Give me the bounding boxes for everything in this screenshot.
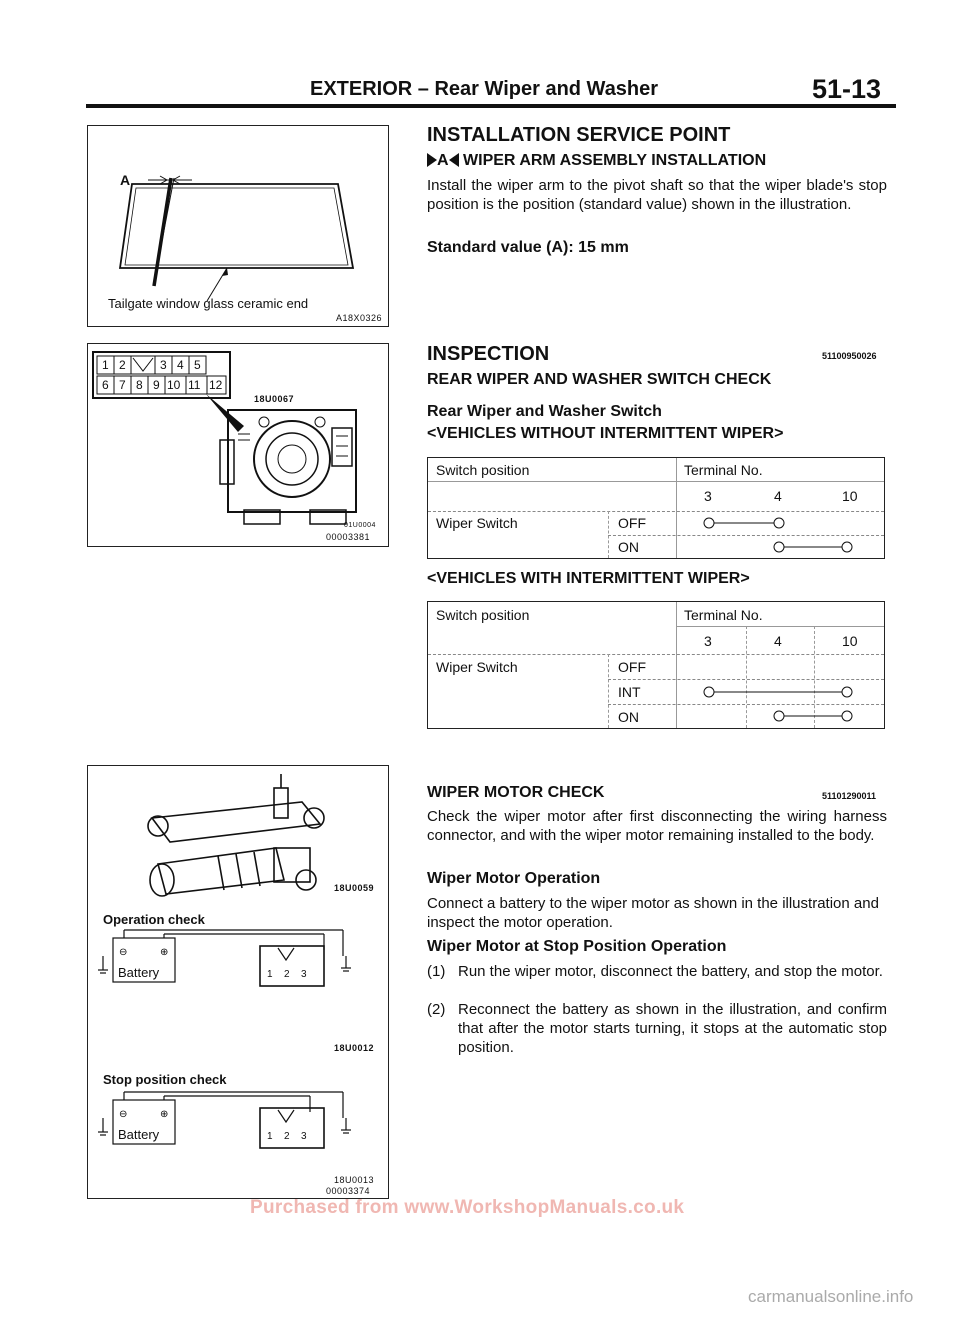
connector-and-switch-illustration	[88, 344, 388, 544]
motor-pin-3: 3	[301, 969, 307, 980]
terminal-10: 10	[842, 633, 858, 649]
pin-label: 10	[167, 378, 181, 392]
svg-text:⊖: ⊖	[119, 947, 128, 958]
figure-code: 18U0059	[334, 883, 375, 893]
stop-position-check-title: Stop position check	[103, 1072, 227, 1087]
switch-check-title: REAR WIPER AND WASHER SWITCH CHECK	[427, 371, 772, 388]
terminal-3: 3	[704, 488, 712, 504]
motor-check-body: Check the wiper motor after first disconnecting the wiring harness connector, and with the wiper motor remaining installed to the body.	[427, 808, 887, 844]
pin-label: 9	[153, 378, 160, 392]
tailgate-caption: Tailgate window glass ceramic end	[108, 296, 309, 311]
page-header-title: EXTERIOR – Rear Wiper and Washer	[310, 78, 659, 100]
pin-label: 1	[102, 358, 109, 372]
col-terminal-no: Terminal No.	[684, 607, 763, 623]
installation-subtitle	[427, 152, 766, 170]
motor-check-title: WIPER MOTOR CHECK	[427, 784, 605, 801]
row-on: ON	[618, 709, 639, 725]
step-text: Run the wiper motor, disconnect the battery, and stop the motor.	[458, 963, 883, 980]
inspection-code: 51100950026	[822, 351, 877, 361]
figure-code: 18U0012	[334, 1043, 375, 1053]
switch-table-without-intermittent	[427, 457, 885, 559]
stop-position-title: Wiper Motor at Stop Position Operation	[427, 938, 727, 955]
continuity-marks	[428, 458, 884, 558]
pin-label: 8	[136, 378, 143, 392]
pin-label: 4	[177, 358, 184, 372]
terminal-4: 4	[774, 633, 782, 649]
terminal-10: 10	[842, 488, 858, 504]
installation-body: Install the wiper arm to the pivot shaft so that the wiper blade's stop position is the position (standard value) shown in the illustration.	[427, 177, 887, 213]
subtitle-marker: A	[437, 152, 449, 169]
battery-label: Battery	[118, 1127, 160, 1142]
figure-wiper-switch	[87, 343, 389, 547]
pin-label: 7	[119, 378, 126, 392]
step-1	[427, 962, 887, 981]
row-off: OFF	[618, 659, 646, 675]
standard-value: Standard value (A): 15 mm	[427, 239, 629, 256]
figure-code: 18U0013	[334, 1175, 375, 1185]
right-triangle-icon	[427, 153, 437, 167]
pin-label: 2	[119, 358, 126, 372]
figure-code: A18X0326	[336, 313, 383, 323]
row-on: ON	[618, 539, 639, 555]
table2-heading: <VEHICLES WITH INTERMITTENT WIPER>	[427, 570, 750, 587]
tailgate-window-illustration	[88, 126, 388, 301]
installation-title: INSTALLATION SERVICE POINT	[427, 124, 731, 146]
step-text: Reconnect the battery as shown in the illustration, and confirm that after the motor starts turning, it stops at the automatic stop position.	[458, 1001, 887, 1056]
inspection-title: INSPECTION	[427, 343, 550, 365]
pin-label: 11	[188, 378, 201, 392]
page-number: 51-13	[812, 74, 882, 104]
motor-pin-1: 1	[267, 969, 273, 980]
operation-check-title: Operation check	[103, 912, 205, 927]
motor-operation-body: Connect a battery to the wiper motor as shown in the illustration and inspect the motor operation.	[427, 895, 879, 931]
pin-label: 5	[194, 358, 201, 372]
col-terminal-no: Terminal No.	[684, 462, 763, 478]
figure-code: 00003381	[326, 532, 371, 542]
table1-heading: <VEHICLES WITHOUT INTERMITTENT WIPER>	[427, 425, 784, 442]
step-number: (1)	[427, 963, 446, 980]
switch-subtitle: Rear Wiper and Washer Switch	[427, 403, 662, 420]
col-switch-position: Switch position	[436, 607, 530, 623]
battery-label: Battery	[118, 965, 160, 980]
step-number: (2)	[427, 1001, 446, 1018]
svg-text:⊕: ⊕	[160, 947, 169, 958]
motor-pin-1: 1	[267, 1131, 273, 1142]
motor-pin-3: 3	[301, 1131, 307, 1142]
motor-check-code: 51101290011	[822, 791, 877, 801]
figure-code: 00003374	[326, 1186, 371, 1196]
row-label-wiper-switch: Wiper Switch	[436, 515, 518, 531]
subtitle-text: WIPER ARM ASSEMBLY INSTALLATION	[463, 152, 767, 169]
figure-tailgate-window	[87, 125, 389, 327]
dimension-a-label: A	[120, 172, 131, 188]
continuity-marks	[428, 602, 884, 728]
step-2	[427, 1000, 887, 1057]
pin-label: 3	[160, 358, 167, 372]
terminal-3: 3	[704, 633, 712, 649]
figure-wiper-motor	[87, 765, 389, 1199]
purchase-watermark: Purchased from www.WorkshopManuals.co.uk	[250, 1197, 685, 1218]
pin-label: 12	[209, 378, 223, 392]
site-watermark: carmanualsonline.info	[748, 1287, 914, 1306]
figure-code: 01U0004	[344, 522, 376, 529]
motor-operation-title: Wiper Motor Operation	[427, 870, 601, 887]
figure-code: 18U0067	[254, 394, 295, 404]
pin-label: 6	[102, 378, 109, 392]
col-switch-position: Switch position	[436, 462, 530, 478]
svg-text:⊖: ⊖	[119, 1109, 128, 1120]
left-triangle-icon	[449, 153, 459, 167]
header-rule	[86, 104, 896, 108]
motor-pin-2: 2	[284, 969, 290, 980]
row-label-wiper-switch: Wiper Switch	[436, 659, 518, 675]
terminal-4: 4	[774, 488, 782, 504]
row-int: INT	[618, 684, 641, 700]
switch-table-with-intermittent	[427, 601, 885, 729]
motor-pin-2: 2	[284, 1131, 290, 1142]
row-off: OFF	[618, 515, 646, 531]
svg-text:⊕: ⊕	[160, 1109, 169, 1120]
